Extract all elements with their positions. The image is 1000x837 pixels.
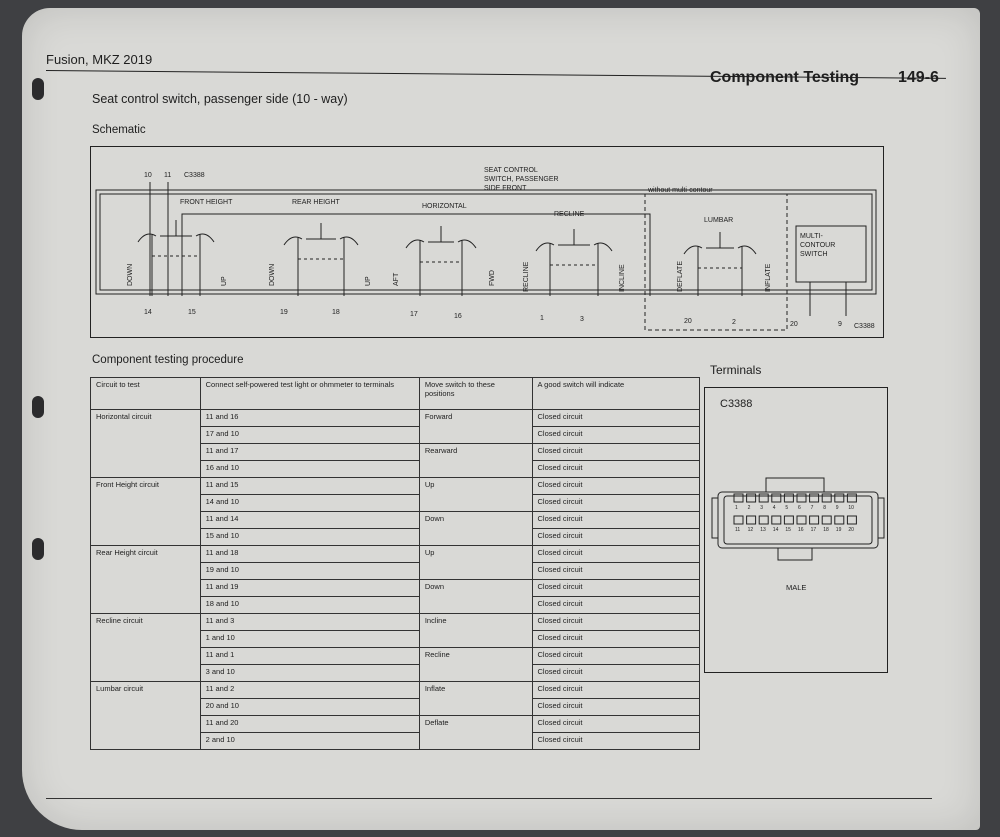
switch-symbol: [536, 243, 554, 251]
connector-pin: [784, 494, 793, 502]
document-title: Seat control switch, passenger side (10 - way): [92, 92, 348, 106]
pin-number: 3: [760, 505, 763, 511]
pin-number: 2: [747, 505, 751, 511]
direction-label: DOWN: [269, 263, 276, 286]
bottom-pin: 20: [684, 318, 692, 325]
position-cell: Up: [419, 546, 532, 580]
direction-labels: [127, 261, 772, 292]
table-row: [91, 478, 700, 495]
result-cell: Closed circuit: [532, 682, 700, 699]
switch-symbol: [594, 243, 612, 251]
section-lumbar: LUMBAR: [704, 217, 734, 224]
result-cell: Closed circuit: [532, 597, 700, 614]
switch-symbol: [684, 246, 702, 254]
terminals-cell: 17 and 10: [200, 427, 419, 444]
col-header-result: A good switch will indicate: [532, 378, 700, 410]
top-connector: C3388: [184, 172, 205, 179]
connector-pin: [810, 516, 819, 524]
top-pin-11: 11: [164, 172, 172, 179]
header-model: Fusion, MKZ 2019: [46, 52, 153, 67]
circuit-cell: Front Height circuit: [91, 478, 201, 546]
bottom-pin: 18: [332, 309, 340, 316]
pin-number: 10: [848, 505, 854, 511]
schematic-label: Schematic: [92, 124, 146, 136]
connector-pin: [810, 494, 819, 502]
terminals-cell: 20 and 10: [200, 699, 419, 716]
circuit-cell: Rear Height circuit: [91, 546, 201, 614]
connector-c3388-diagram: [704, 470, 886, 570]
table-row: [91, 682, 700, 699]
terminals-cell: 11 and 3: [200, 614, 419, 631]
switch-symbol: [340, 237, 358, 245]
bottom-connector: C3388: [854, 323, 875, 330]
connector-pin: [797, 516, 806, 524]
connector-name: C3388: [720, 398, 753, 410]
pin-number: 8: [823, 505, 826, 511]
pin-number: 7: [810, 505, 814, 511]
section-front-height: FRONT HEIGHT: [180, 199, 233, 206]
procedure-table: [90, 377, 700, 750]
top-pin-10: 10: [144, 172, 152, 179]
result-cell: Closed circuit: [532, 512, 700, 529]
terminals-cell: 11 and 17: [200, 444, 419, 461]
connector-pin: [747, 516, 756, 524]
binder-hole: [32, 78, 44, 100]
header-section-title: Component Testing: [710, 69, 860, 86]
pin-number: 18: [823, 527, 829, 533]
pin-number: 16: [798, 527, 804, 533]
pin-number: 5: [785, 505, 789, 511]
terminals-cell: 18 and 10: [200, 597, 419, 614]
terminals-cell: 15 and 10: [200, 529, 419, 546]
terminals-cell: 11 and 16: [200, 410, 419, 427]
module-title-1: SEAT CONTROL: [484, 167, 538, 174]
direction-label: UP: [221, 276, 228, 286]
result-cell: Closed circuit: [532, 648, 700, 665]
terminals-cell: 11 and 20: [200, 716, 419, 733]
terminals-label: Terminals: [710, 363, 762, 377]
terminals-cell: 2 and 10: [200, 733, 419, 750]
position-cell: Down: [419, 512, 532, 546]
position-cell: Deflate: [419, 716, 532, 750]
schematic-diagram: [90, 146, 882, 338]
table-row: [91, 614, 700, 631]
footer-rule: [46, 798, 932, 799]
multi-contour-label-3: SWITCH: [800, 251, 828, 258]
result-cell: Closed circuit: [532, 546, 700, 563]
procedure-label: Component testing procedure: [92, 354, 244, 366]
connector-pin: [734, 494, 743, 502]
multi-contour-label-2: CONTOUR: [800, 242, 836, 249]
table-row: [91, 546, 700, 563]
pin-number: 13: [760, 527, 766, 533]
bottom-pin: 19: [280, 309, 288, 316]
connector-pin: [835, 494, 844, 502]
result-cell: Closed circuit: [532, 631, 700, 648]
pin-number: 15: [785, 527, 791, 533]
position-cell: Incline: [419, 614, 532, 648]
direction-label: INFLATE: [765, 263, 772, 292]
switch-symbol: [138, 234, 156, 242]
connector-pin: [747, 494, 756, 502]
connector-pin: [822, 516, 831, 524]
connector-pin: [822, 494, 831, 502]
result-cell: Closed circuit: [532, 733, 700, 750]
result-cell: Closed circuit: [532, 614, 700, 631]
result-cell: Closed circuit: [532, 580, 700, 597]
result-cell: Closed circuit: [532, 495, 700, 512]
connector-pin: [784, 516, 793, 524]
pin-number: 14: [772, 527, 779, 533]
position-cell: Rearward: [419, 444, 532, 478]
result-cell: Closed circuit: [532, 478, 700, 495]
bottom-pin: 15: [188, 309, 196, 316]
table-row: [91, 410, 700, 427]
pin-number: 4: [772, 505, 776, 511]
connector-pin: [797, 494, 806, 502]
direction-label: RECLINE: [523, 261, 530, 292]
switch-symbol: [406, 240, 424, 248]
result-cell: Closed circuit: [532, 665, 700, 682]
position-cell: Forward: [419, 410, 532, 444]
module-title-3: SIDE FRONT: [484, 185, 527, 192]
bottom-pin: 16: [454, 313, 462, 320]
connector-pin: [759, 494, 768, 502]
position-cell: Recline: [419, 648, 532, 682]
pin-number: 1: [735, 505, 738, 511]
module-title-2: SWITCH, PASSENGER: [484, 176, 559, 183]
pin-number: 12: [747, 527, 754, 533]
position-cell: Inflate: [419, 682, 532, 716]
terminals-cell: 1 and 10: [200, 631, 419, 648]
direction-label: DOWN: [127, 263, 134, 286]
connector-pin: [772, 516, 781, 524]
bottom-pin: 1: [540, 315, 544, 322]
circuit-cell: Lumbar circuit: [91, 682, 201, 750]
switch-symbol: [458, 240, 476, 248]
position-cell: Down: [419, 580, 532, 614]
terminals-cell: 11 and 19: [200, 580, 419, 597]
result-cell: Closed circuit: [532, 461, 700, 478]
binder-hole: [32, 396, 44, 418]
section-recline: RECLINE: [554, 211, 585, 218]
bottom-pin: 17: [410, 311, 418, 318]
connector-pin: [835, 516, 844, 524]
terminals-cell: 14 and 10: [200, 495, 419, 512]
connector-pin: [847, 516, 856, 524]
switch-symbol: [196, 234, 214, 242]
header-page-number: 149-6: [898, 69, 939, 86]
bottom-pin: 9: [838, 321, 842, 328]
multi-contour-label-1: MULTI-: [800, 233, 823, 240]
switch-symbol: [284, 237, 302, 245]
switch-symbol: [738, 246, 756, 254]
pin-number: 20: [848, 527, 854, 533]
terminals-cell: 3 and 10: [200, 665, 419, 682]
terminals-cell: 16 and 10: [200, 461, 419, 478]
section-rear-height: REAR HEIGHT: [292, 199, 340, 206]
bottom-pins: [144, 309, 875, 330]
terminals-cell: 11 and 14: [200, 512, 419, 529]
result-cell: Closed circuit: [532, 529, 700, 546]
position-cell: Up: [419, 478, 532, 512]
col-header-positions: Move switch to these positions: [419, 378, 532, 410]
connector-pin: [772, 494, 781, 502]
connector-gender: MALE: [786, 583, 807, 592]
result-cell: Closed circuit: [532, 410, 700, 427]
result-cell: Closed circuit: [532, 427, 700, 444]
connector-pin: [759, 516, 768, 524]
bottom-pin: 20: [790, 321, 798, 328]
binder-hole: [32, 538, 44, 560]
pin-number: 9: [835, 505, 839, 511]
result-cell: Closed circuit: [532, 444, 700, 461]
bottom-pin: 2: [732, 319, 736, 326]
terminals-cell: 11 and 1: [200, 648, 419, 665]
terminals-cell: 11 and 18: [200, 546, 419, 563]
without-multi-contour-label: without multi-contour: [648, 187, 713, 194]
result-cell: Closed circuit: [532, 699, 700, 716]
pin-number: 17: [810, 527, 817, 533]
connector-pin: [734, 516, 743, 524]
direction-label: FWD: [489, 270, 496, 286]
circuit-cell: Horizontal circuit: [91, 410, 201, 478]
pin-number: 6: [798, 505, 801, 511]
col-header-terminals: Connect self-powered test light or ohmmeter to terminals: [200, 378, 419, 410]
direction-label: DEFLATE: [677, 261, 684, 292]
connector-pin: [847, 494, 856, 502]
direction-label: UP: [365, 276, 372, 286]
terminals-cell: 11 and 15: [200, 478, 419, 495]
section-horizontal: HORIZONTAL: [422, 203, 467, 210]
terminals-cell: 19 and 10: [200, 563, 419, 580]
direction-label: INCLINE: [619, 264, 626, 292]
pin-number: 19: [835, 527, 842, 533]
terminals-cell: 11 and 2: [200, 682, 419, 699]
result-cell: Closed circuit: [532, 563, 700, 580]
bottom-pin: 14: [144, 309, 152, 316]
circuit-cell: Recline circuit: [91, 614, 201, 682]
bottom-pin: 3: [580, 316, 584, 323]
result-cell: Closed circuit: [532, 716, 700, 733]
col-header-circuit: Circuit to test: [91, 378, 201, 410]
direction-label: AFT: [393, 272, 400, 286]
pin-number: 11: [735, 527, 741, 533]
